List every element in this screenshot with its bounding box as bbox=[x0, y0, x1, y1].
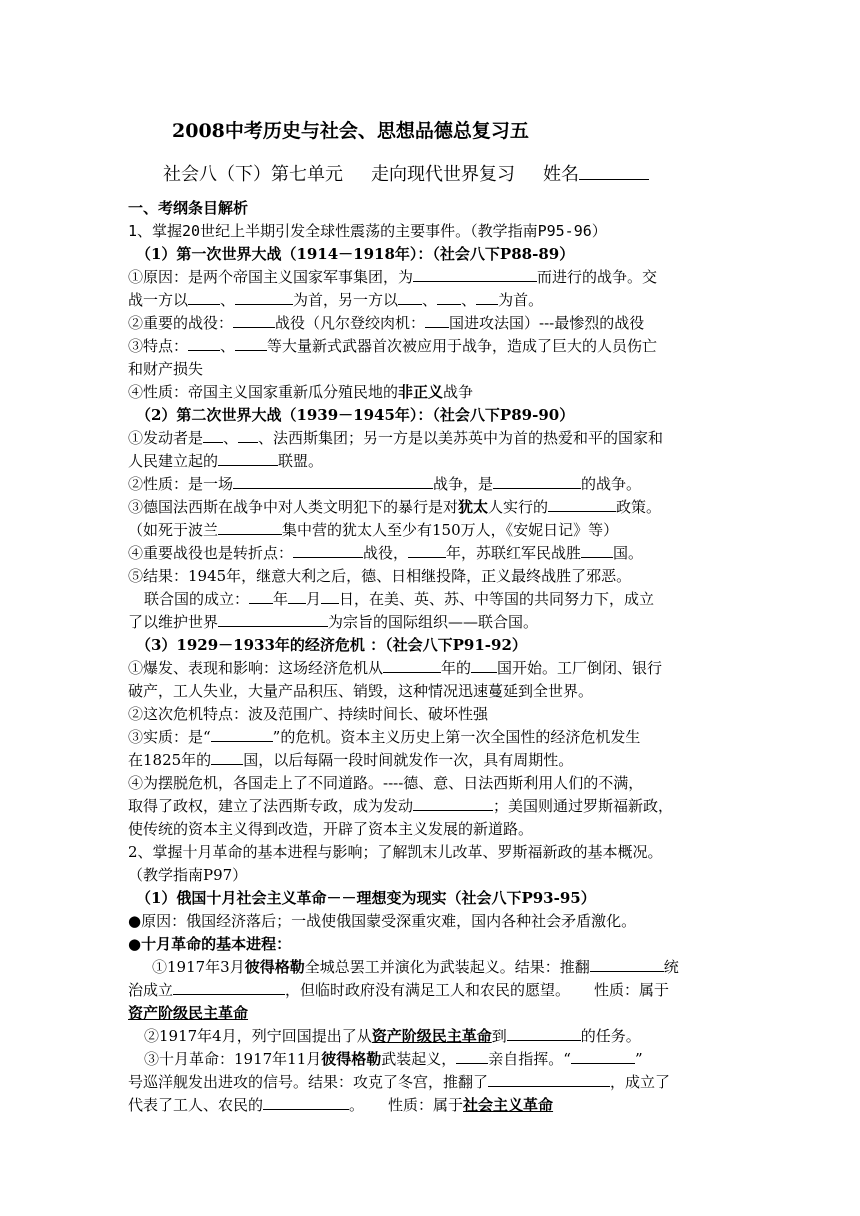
answer-blank[interactable] bbox=[408, 542, 446, 558]
answer-blank[interactable] bbox=[437, 289, 461, 305]
topic-label: 走向现代世界复习 bbox=[371, 164, 515, 185]
crisis-feature-line: ②这次危机特点：波及范围广、持续时间长、破坏性强 bbox=[128, 705, 489, 723]
october-revolution-line1: ③十月革命：1917年11月彼得格勒武装起义， 亲自指挥。“ ” bbox=[144, 1050, 643, 1068]
item2-reference: （教学指南P97） bbox=[128, 866, 248, 884]
ww2-result-line: ⑤结果：1945年，继意大利之后，德、日相继投降，正义最终战胜了邪恶。 bbox=[128, 567, 632, 585]
answer-blank[interactable] bbox=[173, 979, 285, 995]
answer-blank[interactable] bbox=[471, 657, 497, 673]
answer-blank[interactable] bbox=[263, 1094, 349, 1110]
october-revolution-line2: 号巡洋舰发出进攻的信号。结果：攻克了冬宫，推翻了 ，成立了 bbox=[128, 1073, 671, 1091]
answer-blank[interactable] bbox=[456, 1048, 488, 1064]
ww2-instigator-line1: ①发动者是 、 、法西斯集团；另一方是以美苏英中为首的热爱和平的国家和 bbox=[128, 429, 664, 447]
ww1-nature-line: ④性质：帝国主义国家重新瓜分殖民地的非正义战争 bbox=[128, 383, 474, 401]
feb-revolution-nature: 资产阶级民主革命 bbox=[128, 1004, 249, 1022]
feb-revolution-line2: 治成立 ，但临时政府没有满足工人和农民的愿望。 性质：属于 bbox=[128, 981, 670, 999]
page-title: 2008中考历史与社会、思想品德总复习五 bbox=[172, 120, 529, 142]
ww1-battle-line: ②重要的战役： 战役（凡尔登绞肉机： 国进攻法国）---最惨烈的战役 bbox=[128, 314, 645, 332]
answer-blank[interactable] bbox=[571, 1048, 635, 1064]
october-process-heading: ●十月革命的基本进程： bbox=[128, 935, 292, 953]
ww1-feature-line2: 和财产损失 bbox=[128, 360, 204, 378]
ww2-turning-line: ④重要战役也是转折点： 战役， 年，苏联红军民战胜 国。 bbox=[128, 544, 644, 562]
answer-blank[interactable] bbox=[476, 289, 498, 305]
ww1-heading: （1）第一次世界大战（1914－1918年）：（社会八下P88-89） bbox=[136, 245, 575, 263]
answer-blank[interactable] bbox=[288, 588, 306, 604]
un-founding-line2: 了以维护世界 为宗旨的国际组织——联合国。 bbox=[128, 613, 539, 631]
answer-blank[interactable] bbox=[293, 542, 363, 558]
answer-blank[interactable] bbox=[233, 473, 433, 489]
answer-blank[interactable] bbox=[548, 496, 616, 512]
crisis-heading: （3）1929－1933年的经济危机 ：（社会八下P91-92） bbox=[136, 636, 527, 654]
crisis-response-line3: 使传统的资本主义得到改造，开辟了资本主义发展的新道路。 bbox=[128, 820, 534, 838]
answer-blank[interactable] bbox=[590, 956, 664, 972]
crisis-outbreak-line1: ①爆发、表现和影响：这场经济危机从 年的 国开始。工厂倒闭、银行 bbox=[128, 659, 663, 677]
answer-blank[interactable] bbox=[235, 335, 267, 351]
ww2-instigator-line2: 人民建立起的 联盟。 bbox=[128, 452, 324, 470]
section-heading: 一、考纲条目解析 bbox=[128, 199, 249, 217]
name-blank[interactable] bbox=[579, 162, 649, 180]
item1-text: 1、掌握20世纪上半期引发全球性震荡的主要事件。（教学指南P95-96） bbox=[128, 222, 607, 240]
answer-blank[interactable] bbox=[218, 611, 328, 627]
crisis-outbreak-line2: 破产，工人失业，大量产品积压、销毁，这种情况迅速蔓延到全世界。 bbox=[128, 682, 594, 700]
document-body bbox=[128, 197, 733, 1117]
un-founding-line1: 联合国的成立： 年 月 日，在美、英、苏、中等国的共同努力下，成立 bbox=[144, 590, 655, 608]
unit-label: 社会八（下）第七单元 bbox=[163, 164, 343, 185]
ww2-atrocity-line2: （如死于波兰 集中营的犹太人至少有150万人，《安妮日记》等） bbox=[128, 521, 619, 539]
answer-blank[interactable] bbox=[383, 657, 441, 673]
ww1-cause-line2: 战一方以 、 为首，另一方以 、 、 为首。 bbox=[128, 291, 544, 309]
crisis-response-line2: 取得了政权，建立了法西斯专政，成为发动 ；美国则通过罗斯福新政， bbox=[128, 797, 674, 815]
answer-blank[interactable] bbox=[235, 289, 293, 305]
answer-blank[interactable] bbox=[238, 427, 258, 443]
answer-blank[interactable] bbox=[413, 795, 493, 811]
feb-revolution-line1: ①1917年3月彼得格勒全城总罢工并演化为武装起义。结果：推翻 统 bbox=[152, 958, 679, 976]
answer-blank[interactable] bbox=[507, 1025, 581, 1041]
page-subtitle bbox=[163, 160, 649, 186]
april-theses-line: ②1917年4月，列宁回国提出了从资产阶级民主革命到 的任务。 bbox=[144, 1027, 641, 1045]
october-heading: （1）俄国十月社会主义革命－－理想变为现实（社会八下P93-95） bbox=[136, 889, 596, 907]
answer-blank[interactable] bbox=[211, 749, 243, 765]
answer-blank[interactable] bbox=[188, 289, 220, 305]
answer-blank[interactable] bbox=[211, 726, 273, 742]
october-cause-line: ●原因：俄国经济落后；一战使俄国蒙受深重灾难，国内各种社会矛盾激化。 bbox=[128, 912, 637, 930]
answer-blank[interactable] bbox=[249, 588, 273, 604]
answer-blank[interactable] bbox=[218, 450, 278, 466]
answer-blank[interactable] bbox=[398, 289, 422, 305]
answer-blank[interactable] bbox=[425, 312, 449, 328]
answer-blank[interactable] bbox=[233, 312, 275, 328]
answer-blank[interactable] bbox=[493, 473, 581, 489]
name-label: 姓名 bbox=[543, 164, 579, 185]
item2-text: 2、掌握十月革命的基本进程与影响；了解凯末儿改革、罗斯福新政的基本概况。 bbox=[128, 843, 663, 861]
crisis-essence-line2: 在1825年的 国，以后每隔一段时间就发作一次，具有周期性。 bbox=[128, 751, 574, 769]
october-revolution-line3: 代表了工人、农民的 。 性质：属于社会主义革命 bbox=[128, 1096, 554, 1114]
answer-blank[interactable] bbox=[413, 266, 537, 282]
crisis-essence-line1: ③实质：是“ ”的危机。资本主义历史上第一次全国性的经济危机发生 bbox=[128, 728, 641, 746]
ww1-feature-line1: ③特点： 、 等大量新式武器首次被应用于战争，造成了巨大的人员伤亡 bbox=[128, 337, 658, 355]
ww2-heading: （2）第二次世界大战（1939－1945年）：（社会八下P89-90） bbox=[136, 406, 575, 424]
ww1-cause-line1: ①原因：是两个帝国主义国家军事集团，为 而进行的战争。交 bbox=[128, 268, 658, 286]
answer-blank[interactable] bbox=[581, 542, 613, 558]
crisis-response-line1: ④为摆脱危机，各国走上了不同道路。----德、意、日法西斯利用人们的不满， bbox=[128, 774, 644, 792]
answer-blank[interactable] bbox=[203, 427, 223, 443]
ww2-nature-line: ②性质：是一场 战争，是 的战争。 bbox=[128, 475, 642, 493]
ww2-atrocity-line1: ③德国法西斯在战争中对人类文明犯下的暴行是对犹太人实行的 政策。 bbox=[128, 498, 662, 516]
answer-blank[interactable] bbox=[488, 1071, 610, 1087]
answer-blank[interactable] bbox=[321, 588, 339, 604]
answer-blank[interactable] bbox=[188, 335, 220, 351]
answer-blank[interactable] bbox=[218, 519, 282, 535]
